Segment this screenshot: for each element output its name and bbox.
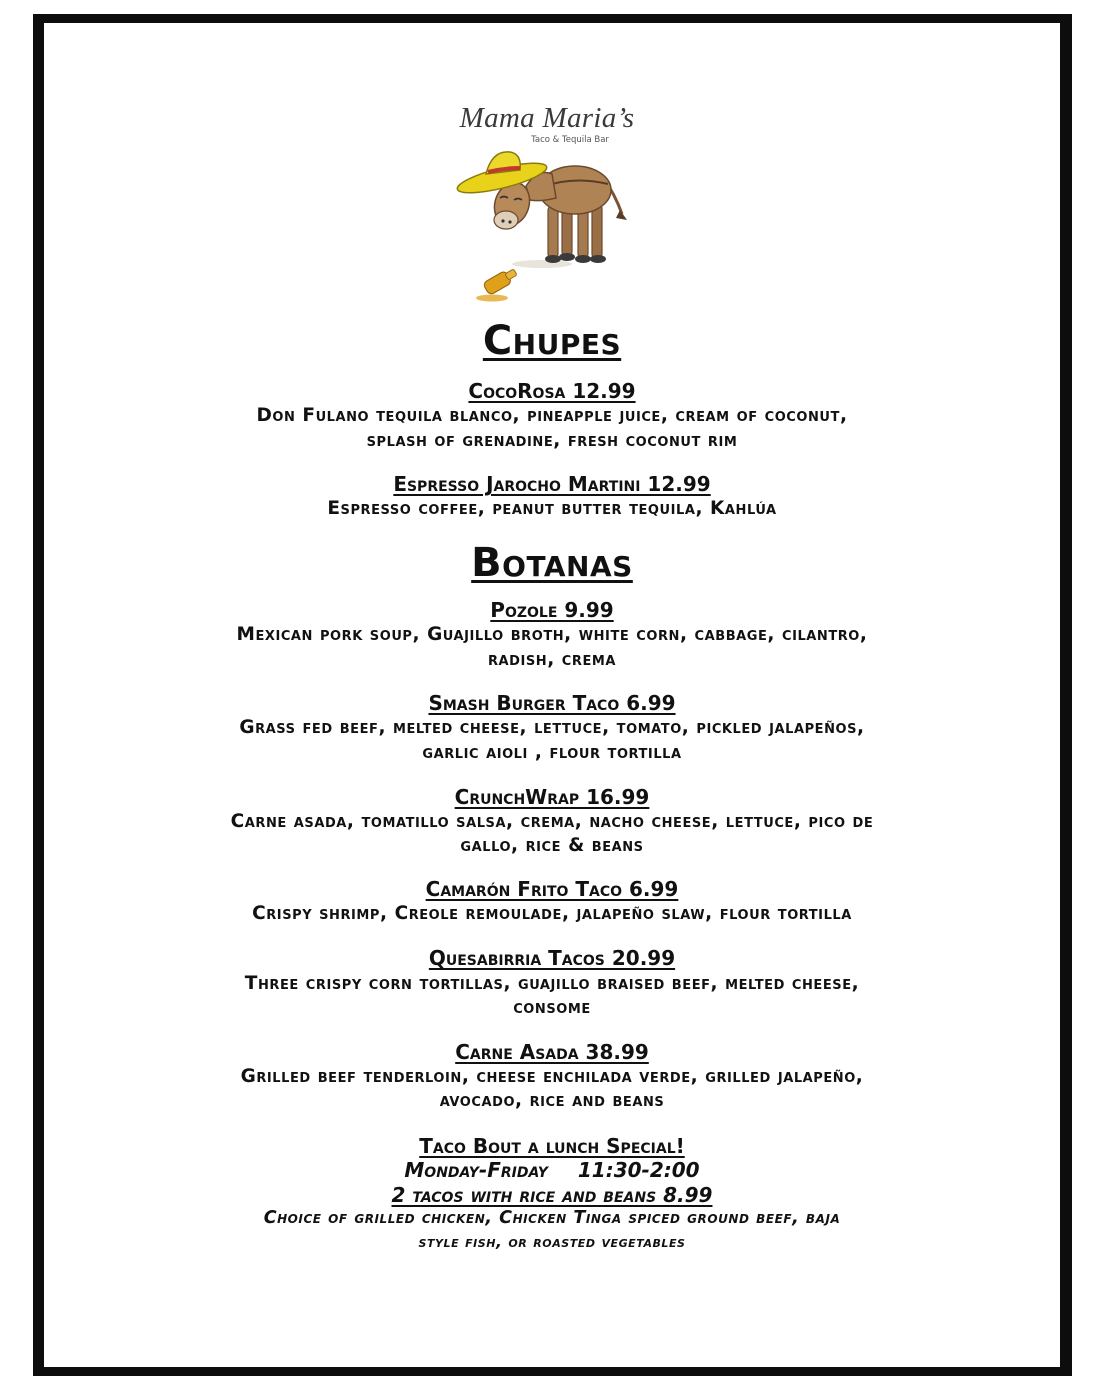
item-description-line: radish, crema <box>488 649 616 670</box>
item-description-line: Carne asada, tomatillo salsa, crema, nacho cheese, lettuce, pico de <box>230 811 874 832</box>
item-description-line: Crispy shrimp, Creole remoulade, jalapeño slaw, flour tortilla <box>252 903 852 924</box>
item-title-quesabirria-tacos: Quesabirria Tacos 20.99 <box>428 946 676 970</box>
section-title-chupes: Chupes <box>482 318 622 364</box>
item-title-crunchwrap: CrunchWrap 16.99 <box>454 785 650 809</box>
donkey-sombrero-icon <box>430 146 664 312</box>
item-description-line: Grass fed beef, melted cheese, lettuce, tomato, pickled jalapeños, <box>239 717 865 738</box>
item-description-line: Grilled beef tenderloin, cheese enchilada verde, grilled jalapeño, <box>240 1066 864 1087</box>
item-description-line: Don Fulano tequila blanco, pineapple juice, cream of coconut, <box>256 405 848 426</box>
lunch-special-title: Taco Bout a lunch Special! <box>419 1134 685 1158</box>
item-title-cocorosa: CocoRosa 12.99 <box>468 379 636 403</box>
lunch-special-schedule <box>0 1158 1104 1182</box>
item-description-line: avocado, rice and beans <box>439 1090 665 1111</box>
item-description-line: Espresso coffee, peanut butter tequila, Kahlúa <box>327 498 777 519</box>
lunch-special-description-line: Choice of grilled chicken, Chicken Tinga spiced ground beef, baja <box>263 1208 841 1228</box>
item-description-line: splash of grenadine, fresh coconut rim <box>366 430 738 451</box>
item-title-espresso-jarocho-martini: Espresso Jarocho Martini 12.99 <box>393 472 711 496</box>
item-title-smash-burger-taco: Smash Burger Taco 6.99 <box>428 691 676 715</box>
lunch-special-hours: 11:30-2:00 <box>577 1158 700 1182</box>
section-title-botanas: Botanas <box>471 540 633 586</box>
item-title-pozole: Pozole 9.99 <box>490 598 614 622</box>
item-description-line: Mexican pork soup, Guajillo broth, white corn, cabbage, cilantro, <box>236 624 868 645</box>
lunch-special-offer: 2 tacos with rice and beans 8.99 <box>391 1183 713 1207</box>
item-title-camaron-frito-taco: Camarón Frito Taco 6.99 <box>425 877 679 901</box>
item-description-line: garlic aioli , flour tortilla <box>422 742 682 763</box>
lunch-special-description-line: style fish, or roasted vegetables <box>418 1233 686 1251</box>
restaurant-logo <box>430 98 664 312</box>
item-description-line: Three crispy corn tortillas, guajillo braised beef, melted cheese, <box>244 973 860 994</box>
logo-subtitle: Taco & Tequila Bar <box>531 135 609 145</box>
item-description-line: consome <box>513 997 591 1018</box>
item-title-carne-asada: Carne Asada 38.99 <box>455 1040 649 1064</box>
logo-name: Mama Maria’s <box>459 102 635 134</box>
lunch-special-days: Monday-Friday <box>404 1158 548 1182</box>
item-description-line: gallo, rice & beans <box>460 835 644 856</box>
